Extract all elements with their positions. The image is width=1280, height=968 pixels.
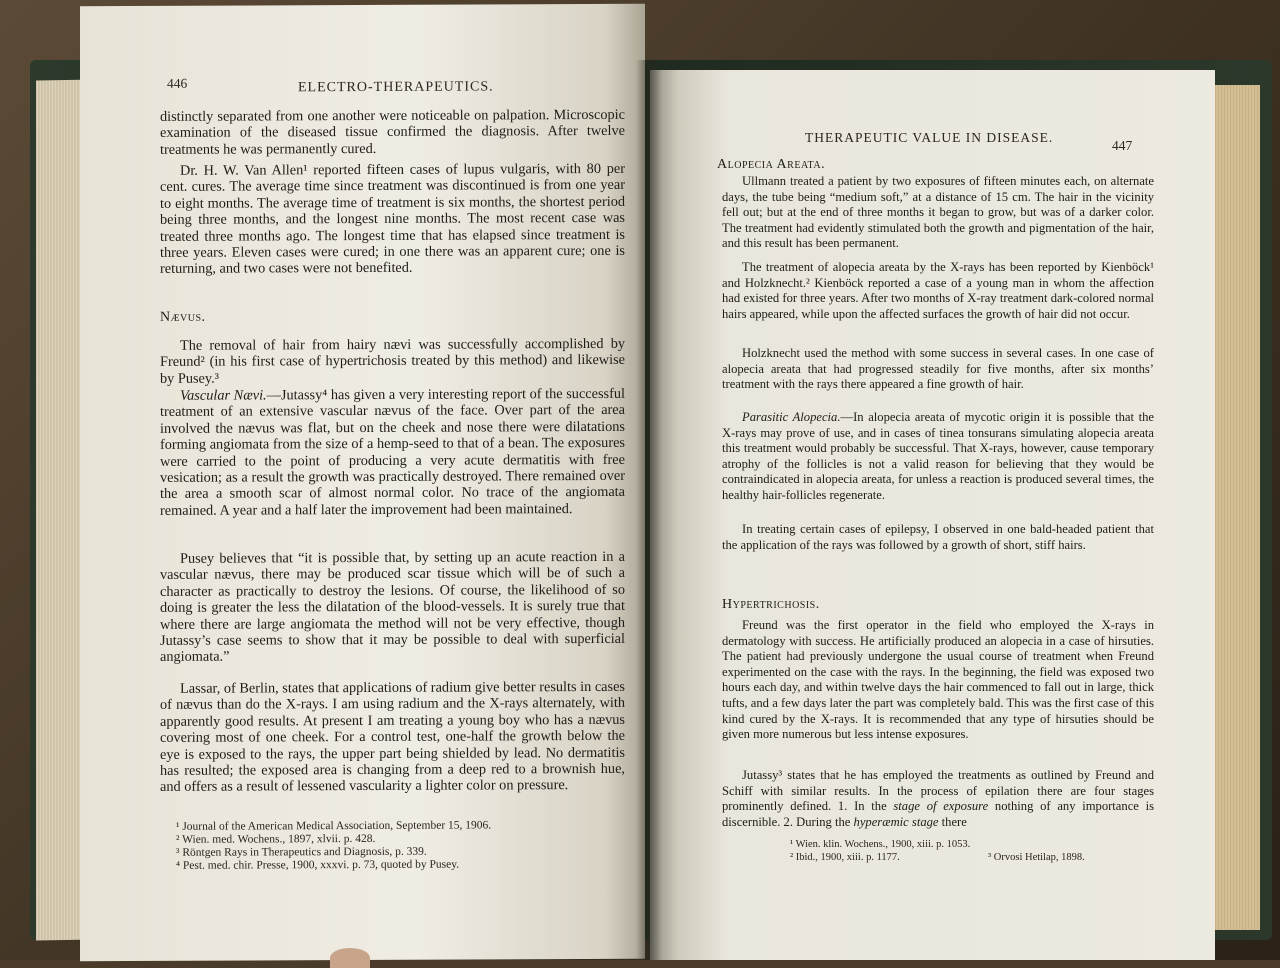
running-head: ELECTRO-THERAPEUTICS. xyxy=(298,79,494,96)
paragraph-text: there xyxy=(938,814,967,829)
paragraph: Dr. H. W. Van Allen¹ reported fifteen cases of lupus vulgaris, with 80 per cent. cures. The average time since treatment was discontinued is from one year to eight months. The average time of treatment is six months, the shortest period being three months, and the longest nine months. The most recent case was treated three months ago. The longest time that has elapsed since treatment is three years. Eleven cases were cured; in one there was an apparent cure; one is returning, and two cases were not benefited. xyxy=(160,160,625,278)
running-head: THERAPEUTIC VALUE IN DISEASE. xyxy=(805,130,1054,145)
paragraph-text: Jutassy³ states that he has employed the treatments as outlined by Freund and Schiff with similar results. In the process of epilation there are four stages prominently defined. 1. In the xyxy=(722,768,1154,814)
paragraph-text: —In alopecia areata of mycotic origin it is possible that the X-rays may prove of use, and in cases of tinea tonsurans simulating alopecia areata this treatment would probably be successful. That X-rays, however, cause temporary atrophy of the follicles is not a valid reason for believing that they would be contraindicated in alopecia areata, for unless a reaction is produced several times, the healthy hair-follicles regenerate. xyxy=(722,410,1154,502)
left-page xyxy=(80,4,645,961)
page-number: 446 xyxy=(167,75,188,91)
paragraph: Pusey believes that “it is possible that, by setting up an acute reaction in a vascular nævus, there may be produced scar tissue which will be of such a character as practically to destroy the lesions. Of course, the likelihood of so doing is greater the less the dilatation of the blood-vessels. It is surely true that where there are large angiomata the method will not be very effective, though Jutassy’s case seems to show that it may be possible to deal with superficial angiomata.” xyxy=(160,548,625,666)
paragraph: Holzknecht used the method with some success in several cases. In one case of alopecia areata that had progressed steadily for five months, after six months’ treatment with the rays there appeared a fine growth of hair. xyxy=(722,346,1154,392)
footnote: ¹ Journal of the American Medical Association, September 15, 1906. xyxy=(176,819,492,833)
finger-tip xyxy=(330,948,370,968)
paragraph: Lassar, of Berlin, states that applications of radium give better results in cases of nævus than do the X-rays. I am using radium and the X-rays alternately, with apparently good results. At present I am treating a young boy who has a nævus covering most of one cheek. For a control test, one-half the growth below the eye is exposed to the rays, the upper part being shielded by lead. No dermatitis has resulted; the exposed area is changing from a deep red to a brownish hue, and offers as a result of lessened vascularity a lighter color on pressure. xyxy=(160,678,625,796)
paragraph: In treating certain cases of epilepsy, I observed in one bald-headed patient that the application of the rays was followed by a growth of short, stiff hairs. xyxy=(722,522,1154,552)
footnote: ² Wien. med. Wochens., 1897, xlvii. p. 428. xyxy=(176,832,376,846)
footnotes xyxy=(176,819,491,872)
paragraph: Freund was the first operator in the field who employed the X-rays in dermatology with success. He artificially produced an alopecia in a case of hirsuties. The patient had previously undergone the usual course of treatment when Freund experimented on the case with the rays. In the beginning, the field was exposed two hours each day, and within twelve days the hair commenced to fall out in large, thick tufts, and a few days later the part was completely bald. This was the first case of this kind cured by the X-rays. It is recommended that any type of hirsuties should be given more numerous but less intense exposures. xyxy=(722,618,1154,742)
book-gutter xyxy=(636,60,662,960)
paragraph: distinctly separated from one another were noticeable on palpation. Microscopic examination of the diseased tissue confirmed the diagnosis. After twelve treatments he was permanently cured. xyxy=(160,106,625,158)
paragraph xyxy=(722,768,1154,830)
footnotes xyxy=(790,838,970,864)
page-number: 447 xyxy=(1112,138,1133,153)
section-heading: Alopecia Areata. xyxy=(717,157,826,172)
italic-heading: Parasitic Alopecia. xyxy=(742,410,841,424)
paragraph xyxy=(722,410,1154,504)
right-page xyxy=(650,70,1215,960)
paragraph: Ullmann treated a patient by two exposures of fifteen minutes each, on alternate days, the tube being “medium soft,” at a distance of 15 cm. The hair in the vicinity fell out; but at the end of three months it began to grow, but was of a darker color. The treatment had evidently stimulated both the growth and pigmentation of the hair, and this result has been permanent. xyxy=(722,174,1154,251)
paragraph: The removal of hair from hairy nævi was successfully accomplished by Freund² (in his first case of hypertrichosis treated by this method) and likewise by Pusey.³ xyxy=(160,335,625,387)
footnote: ³ Röntgen Rays in Therapeutics and Diagnosis, p. 339. xyxy=(176,845,427,859)
italic-term: hyperæmic stage xyxy=(853,814,939,829)
paragraph-text: —Jutassy⁴ has given a very interesting report of the successful treatment of an extensive vascular nævus of the face. Over part of the area involved the nævus was flat, but on the cheek and nose there were dilatations forming angiomata from the size of a hemp-seed to that of a bean. The exposures were carried to the point of producing a very acute dermatitis with free vesication; as a result the growth was practically destroyed. There remained over the area a smooth scar of almost normal color. No trace of the angiomata remained. A year and a half later the improvement had been maintained. xyxy=(160,385,625,519)
paragraph xyxy=(160,386,625,519)
section-heading: Nævus. xyxy=(160,309,206,325)
italic-term: stage of exposure xyxy=(893,799,989,814)
footnote: ³ Orvosi Hetilap, 1898. xyxy=(988,852,1085,863)
footnote: ² Ibid., 1900, xiii. p. 1177. xyxy=(790,852,900,863)
italic-heading: Vascular Nævi. xyxy=(180,387,267,404)
paragraph-text: nothing of any importance is discernible. 2. During the xyxy=(722,799,1154,829)
footnote: ¹ Wien. klin. Wochens., 1900, xiii. p. 1053. xyxy=(790,839,971,850)
section-heading: Hypertrichosis. xyxy=(722,597,820,612)
footnote: ⁴ Pest. med. chir. Presse, 1900, xxxvi. p. 73, quoted by Pusey. xyxy=(176,858,460,872)
paragraph: The treatment of alopecia areata by the X-rays has been reported by Kienböck¹ and Holzknecht.² Kienböck reported a case of a young man in whom the affection had existed for three years. After two months of X-ray treatment dark-colored normal hairs appeared, while upon the affected surfaces the growth of hair did not occur. xyxy=(722,260,1154,321)
